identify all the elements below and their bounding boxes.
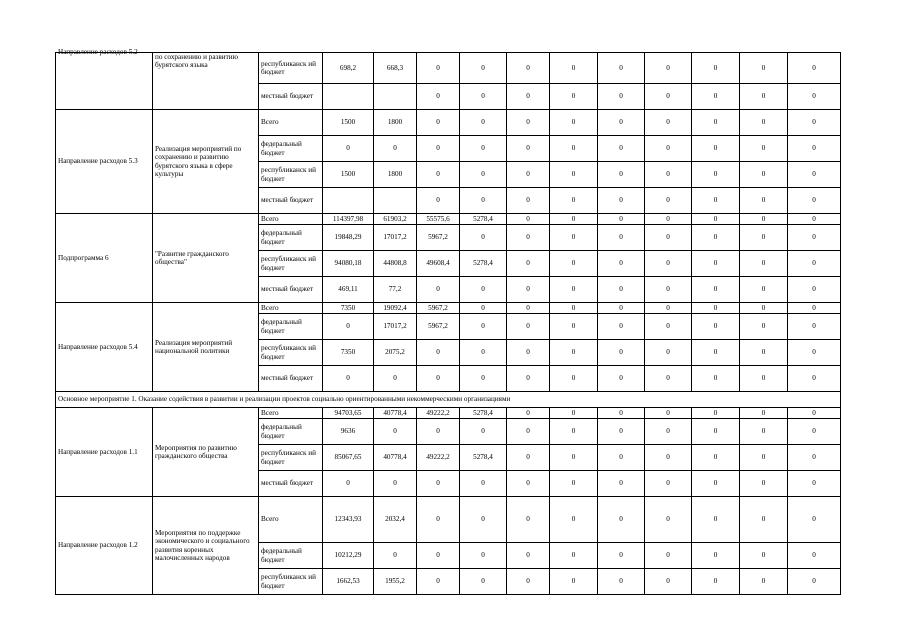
- funding-source: Всего: [259, 497, 323, 543]
- value-cell: 0: [598, 225, 645, 251]
- program-name: Направление расходов 1.2: [58, 541, 138, 550]
- program-description: по сохранению и развитию бурятского языка: [155, 53, 238, 70]
- value-cell: 77,2: [374, 277, 417, 303]
- value-cell: 0: [598, 419, 645, 445]
- value-cell: 0: [740, 471, 788, 497]
- value-cell: 0: [598, 277, 645, 303]
- value-cell: 0: [598, 214, 645, 225]
- value-cell: 0: [598, 569, 645, 595]
- value-cell: 0: [788, 53, 841, 84]
- value-cell: 0: [460, 314, 507, 340]
- value-cell: 0: [740, 53, 788, 84]
- value-cell: 0: [788, 314, 841, 340]
- value-cell: 5967,2: [417, 314, 460, 340]
- program-name-cell: [56, 110, 153, 214]
- value-cell: 0: [460, 277, 507, 303]
- value-cell: 0: [460, 225, 507, 251]
- value-cell: 0: [374, 419, 417, 445]
- value-cell: 0: [598, 497, 645, 543]
- value-cell: 0: [417, 543, 460, 569]
- value-cell: 0: [460, 162, 507, 188]
- value-cell: 0: [740, 569, 788, 595]
- program-name-cell: [56, 303, 153, 392]
- value-cell: 0: [323, 314, 374, 340]
- value-cell: 0: [645, 471, 692, 497]
- value-cell: 0: [598, 53, 645, 84]
- value-cell: 0: [645, 84, 692, 110]
- value-cell: 0: [788, 84, 841, 110]
- value-cell: 0: [460, 419, 507, 445]
- value-cell: 0: [740, 340, 788, 366]
- value-cell: 0: [788, 408, 841, 419]
- value-cell: 0: [598, 251, 645, 277]
- value-cell: 0: [788, 497, 841, 543]
- program-description: Реализация мероприятий национальной политики: [155, 338, 233, 355]
- section-header-row: [56, 392, 841, 408]
- value-cell: 0: [788, 136, 841, 162]
- funding-source: местный бюджет: [259, 366, 323, 392]
- value-cell: 40778,4: [374, 445, 417, 471]
- value-cell: 0: [645, 497, 692, 543]
- section-header: Основное мероприятие 1. Оказание содействия в развитии и реализации проектов социально ориентированными некоммерческими организациями: [56, 392, 841, 408]
- program-name: Направление расходов 5.3: [58, 157, 138, 166]
- funding-source: федеральный бюджет: [259, 314, 323, 340]
- value-cell: 85067,65: [323, 445, 374, 471]
- value-cell: 49608,4: [417, 251, 460, 277]
- funding-source: местный бюджет: [259, 84, 323, 110]
- value-cell: 1800: [374, 162, 417, 188]
- value-cell: 0: [507, 445, 550, 471]
- value-cell: 0: [507, 225, 550, 251]
- value-cell: 0: [598, 543, 645, 569]
- program-description: Мероприятия по поддержке экономического и социального развития коренных малочисленных народов: [155, 528, 250, 562]
- value-cell: 1800: [374, 110, 417, 136]
- value-cell: 5278,4: [460, 214, 507, 225]
- value-cell: 0: [507, 471, 550, 497]
- value-cell: 0: [645, 188, 692, 214]
- value-cell: 0: [788, 471, 841, 497]
- value-cell: 0: [598, 445, 645, 471]
- value-cell: 0: [550, 277, 598, 303]
- value-cell: 0: [460, 569, 507, 595]
- funding-source: республиканск ий бюджет: [259, 251, 323, 277]
- value-cell: 0: [417, 277, 460, 303]
- value-cell: 0: [788, 569, 841, 595]
- value-cell: 0: [692, 84, 740, 110]
- program-description: Реализация мероприятий по сохранению и развитию бурятского языка в сфере культуры: [155, 144, 242, 178]
- value-cell: 19848,29: [323, 225, 374, 251]
- value-cell: 0: [740, 84, 788, 110]
- program-description-cell: [153, 497, 259, 595]
- program-name-cell: [56, 497, 153, 595]
- value-cell: 0: [788, 543, 841, 569]
- value-cell: 0: [323, 471, 374, 497]
- value-cell: 0: [598, 314, 645, 340]
- value-cell: 0: [550, 445, 598, 471]
- value-cell: 0: [692, 408, 740, 419]
- value-cell: 44808,8: [374, 251, 417, 277]
- value-cell: 0: [692, 225, 740, 251]
- funding-source: федеральный бюджет: [259, 419, 323, 445]
- value-cell: 0: [323, 366, 374, 392]
- value-cell: 0: [645, 53, 692, 84]
- value-cell: 0: [417, 136, 460, 162]
- funding-source: федеральный бюджет: [259, 543, 323, 569]
- value-cell: 0: [550, 225, 598, 251]
- funding-source: федеральный бюджет: [259, 225, 323, 251]
- value-cell: 0: [598, 84, 645, 110]
- value-cell: 0: [788, 340, 841, 366]
- value-cell: 0: [507, 569, 550, 595]
- funding-source: местный бюджет: [259, 471, 323, 497]
- program-name-cell: [56, 48, 153, 110]
- value-cell: 0: [692, 543, 740, 569]
- table-row: [56, 408, 841, 419]
- value-cell: 114397,98: [323, 214, 374, 225]
- value-cell: 9636: [323, 419, 374, 445]
- value-cell: 5967,2: [417, 303, 460, 314]
- value-cell: 0: [788, 214, 841, 225]
- value-cell: 12343,93: [323, 497, 374, 543]
- value-cell: 0: [417, 84, 460, 110]
- value-cell: 0: [550, 314, 598, 340]
- value-cell: 0: [417, 188, 460, 214]
- value-cell: 5278,4: [460, 408, 507, 419]
- value-cell: 0: [417, 340, 460, 366]
- funding-source: Всего: [259, 214, 323, 225]
- funding-source: Всего: [259, 110, 323, 136]
- value-cell: 469,11: [323, 277, 374, 303]
- value-cell: 0: [692, 314, 740, 340]
- value-cell: 0: [645, 366, 692, 392]
- value-cell: 0: [507, 408, 550, 419]
- funding-source: федеральный бюджет: [259, 136, 323, 162]
- value-cell: 0: [507, 84, 550, 110]
- funding-source: местный бюджет: [259, 277, 323, 303]
- value-cell: 0: [598, 366, 645, 392]
- value-cell: 0: [507, 303, 550, 314]
- table-row: [56, 214, 841, 225]
- value-cell: 49222,2: [417, 408, 460, 419]
- value-cell: 0: [692, 214, 740, 225]
- value-cell: 0: [550, 251, 598, 277]
- value-cell: 0: [692, 277, 740, 303]
- value-cell: 0: [598, 110, 645, 136]
- value-cell: 0: [598, 471, 645, 497]
- value-cell: 0: [550, 366, 598, 392]
- value-cell: 0: [460, 136, 507, 162]
- value-cell: 0: [507, 419, 550, 445]
- program-name: Направление расходов 1.1: [58, 447, 138, 456]
- value-cell: 0: [417, 366, 460, 392]
- program-name-cell: [56, 408, 153, 497]
- value-cell: 1500: [323, 110, 374, 136]
- value-cell: 17017,2: [374, 314, 417, 340]
- value-cell: 0: [460, 110, 507, 136]
- value-cell: 0: [788, 445, 841, 471]
- value-cell: 0: [417, 53, 460, 84]
- value-cell: 0: [507, 366, 550, 392]
- value-cell: 2032,4: [374, 497, 417, 543]
- value-cell: 0: [645, 110, 692, 136]
- value-cell: 0: [645, 569, 692, 595]
- value-cell: 0: [645, 543, 692, 569]
- value-cell: 0: [507, 53, 550, 84]
- value-cell: 0: [645, 303, 692, 314]
- value-cell: 0: [692, 303, 740, 314]
- value-cell: 0: [550, 419, 598, 445]
- value-cell: 0: [507, 162, 550, 188]
- value-cell: 0: [788, 419, 841, 445]
- value-cell: 0: [507, 277, 550, 303]
- value-cell: 668,3: [374, 53, 417, 84]
- funding-source: местный бюджет: [259, 188, 323, 214]
- value-cell: 0: [460, 340, 507, 366]
- value-cell: 0: [740, 419, 788, 445]
- value-cell: 0: [692, 162, 740, 188]
- value-cell: 0: [645, 225, 692, 251]
- value-cell: 1500: [323, 162, 374, 188]
- value-cell: 0: [374, 136, 417, 162]
- value-cell: 0: [645, 340, 692, 366]
- funding-source: республиканск ий бюджет: [259, 53, 323, 84]
- value-cell: 0: [645, 314, 692, 340]
- funding-source: республиканск ий бюджет: [259, 162, 323, 188]
- value-cell: 0: [740, 110, 788, 136]
- value-cell: 0: [507, 214, 550, 225]
- value-cell: 5967,2: [417, 225, 460, 251]
- value-cell: 0: [692, 569, 740, 595]
- value-cell: 7350: [323, 340, 374, 366]
- value-cell: [374, 84, 417, 110]
- value-cell: 10212,29: [323, 543, 374, 569]
- value-cell: 0: [692, 110, 740, 136]
- value-cell: 0: [740, 366, 788, 392]
- value-cell: 0: [788, 303, 841, 314]
- value-cell: 0: [598, 136, 645, 162]
- program-description-cell: [153, 214, 259, 303]
- value-cell: 0: [692, 251, 740, 277]
- value-cell: 0: [323, 136, 374, 162]
- value-cell: 0: [692, 445, 740, 471]
- value-cell: 0: [645, 251, 692, 277]
- table-row: [56, 53, 841, 84]
- program-name: Подпрограмма 6: [58, 253, 109, 262]
- value-cell: 0: [507, 543, 550, 569]
- budget-table: [55, 48, 841, 595]
- value-cell: 0: [550, 110, 598, 136]
- value-cell: 0: [598, 188, 645, 214]
- value-cell: 94703,65: [323, 408, 374, 419]
- value-cell: 0: [788, 188, 841, 214]
- value-cell: 61903,2: [374, 214, 417, 225]
- value-cell: 0: [598, 408, 645, 419]
- value-cell: 0: [417, 471, 460, 497]
- value-cell: 0: [550, 340, 598, 366]
- value-cell: 0: [645, 277, 692, 303]
- funding-source: Всего: [259, 303, 323, 314]
- table-row: [56, 497, 841, 543]
- value-cell: 0: [740, 136, 788, 162]
- value-cell: 0: [692, 366, 740, 392]
- program-name-cell: [56, 214, 153, 303]
- value-cell: 17017,2: [374, 225, 417, 251]
- program-description-cell: [153, 408, 259, 497]
- value-cell: 0: [550, 408, 598, 419]
- value-cell: 0: [740, 303, 788, 314]
- value-cell: 7350: [323, 303, 374, 314]
- value-cell: 0: [460, 53, 507, 84]
- value-cell: 0: [507, 136, 550, 162]
- value-cell: 0: [788, 366, 841, 392]
- value-cell: 0: [692, 471, 740, 497]
- value-cell: 0: [740, 314, 788, 340]
- value-cell: 0: [740, 214, 788, 225]
- program-description-cell: [153, 110, 259, 214]
- value-cell: 0: [740, 445, 788, 471]
- value-cell: 0: [550, 84, 598, 110]
- value-cell: 0: [740, 543, 788, 569]
- value-cell: 0: [550, 53, 598, 84]
- value-cell: [374, 188, 417, 214]
- value-cell: 0: [550, 214, 598, 225]
- value-cell: 0: [417, 110, 460, 136]
- program-description: Мероприятия по развитию гражданского общества: [155, 443, 237, 460]
- value-cell: 0: [645, 136, 692, 162]
- value-cell: 0: [645, 162, 692, 188]
- value-cell: 0: [417, 569, 460, 595]
- value-cell: 0: [507, 188, 550, 214]
- value-cell: [323, 188, 374, 214]
- value-cell: 0: [692, 136, 740, 162]
- value-cell: 0: [417, 162, 460, 188]
- value-cell: 2075,2: [374, 340, 417, 366]
- program-name: Направление расходов 5.2: [58, 48, 138, 56]
- value-cell: 0: [788, 162, 841, 188]
- value-cell: 0: [645, 445, 692, 471]
- value-cell: 5278,4: [460, 251, 507, 277]
- value-cell: 0: [740, 277, 788, 303]
- value-cell: 0: [460, 471, 507, 497]
- value-cell: 0: [788, 225, 841, 251]
- value-cell: 0: [692, 419, 740, 445]
- value-cell: 0: [645, 214, 692, 225]
- value-cell: 5278,4: [460, 445, 507, 471]
- program-description-cell: [153, 53, 259, 110]
- funding-source: республиканск ий бюджет: [259, 569, 323, 595]
- value-cell: 0: [374, 366, 417, 392]
- value-cell: 0: [460, 84, 507, 110]
- value-cell: 0: [788, 277, 841, 303]
- value-cell: 0: [740, 225, 788, 251]
- value-cell: 0: [550, 471, 598, 497]
- value-cell: 55575,6: [417, 214, 460, 225]
- value-cell: 0: [598, 162, 645, 188]
- value-cell: 0: [374, 543, 417, 569]
- value-cell: 0: [460, 303, 507, 314]
- value-cell: 0: [507, 497, 550, 543]
- value-cell: 0: [374, 471, 417, 497]
- program-name: Направление расходов 5.4: [58, 342, 138, 351]
- value-cell: 40778,4: [374, 408, 417, 419]
- value-cell: 19092,4: [374, 303, 417, 314]
- value-cell: [323, 84, 374, 110]
- value-cell: 0: [550, 543, 598, 569]
- value-cell: 0: [507, 110, 550, 136]
- value-cell: 0: [598, 303, 645, 314]
- table-body: [56, 48, 841, 595]
- value-cell: 0: [740, 408, 788, 419]
- value-cell: 0: [460, 366, 507, 392]
- value-cell: 698,2: [323, 53, 374, 84]
- value-cell: 0: [740, 162, 788, 188]
- value-cell: 0: [550, 162, 598, 188]
- value-cell: 0: [550, 497, 598, 543]
- value-cell: 0: [550, 569, 598, 595]
- table-row: [56, 303, 841, 314]
- value-cell: 94080,18: [323, 251, 374, 277]
- value-cell: 49222,2: [417, 445, 460, 471]
- value-cell: 0: [788, 110, 841, 136]
- funding-source: республиканск ий бюджет: [259, 340, 323, 366]
- value-cell: 0: [550, 188, 598, 214]
- value-cell: 0: [692, 497, 740, 543]
- value-cell: 0: [692, 53, 740, 84]
- value-cell: 0: [692, 340, 740, 366]
- value-cell: 0: [460, 188, 507, 214]
- program-description: "Развитие гражданского общества": [155, 249, 229, 266]
- value-cell: 0: [507, 251, 550, 277]
- value-cell: 0: [740, 188, 788, 214]
- value-cell: 0: [550, 136, 598, 162]
- value-cell: 0: [417, 419, 460, 445]
- program-description-cell: [153, 303, 259, 392]
- value-cell: 0: [740, 497, 788, 543]
- value-cell: 0: [507, 340, 550, 366]
- value-cell: 0: [417, 497, 460, 543]
- value-cell: 0: [460, 497, 507, 543]
- value-cell: 1662,53: [323, 569, 374, 595]
- value-cell: 0: [598, 340, 645, 366]
- value-cell: 0: [645, 408, 692, 419]
- table-row: [56, 110, 841, 136]
- value-cell: 0: [645, 419, 692, 445]
- value-cell: 0: [692, 188, 740, 214]
- funding-source: республиканск ий бюджет: [259, 445, 323, 471]
- value-cell: 0: [460, 543, 507, 569]
- value-cell: 0: [507, 314, 550, 340]
- funding-source: Всего: [259, 408, 323, 419]
- value-cell: 0: [550, 303, 598, 314]
- value-cell: 1955,2: [374, 569, 417, 595]
- value-cell: 0: [740, 251, 788, 277]
- value-cell: 0: [788, 251, 841, 277]
